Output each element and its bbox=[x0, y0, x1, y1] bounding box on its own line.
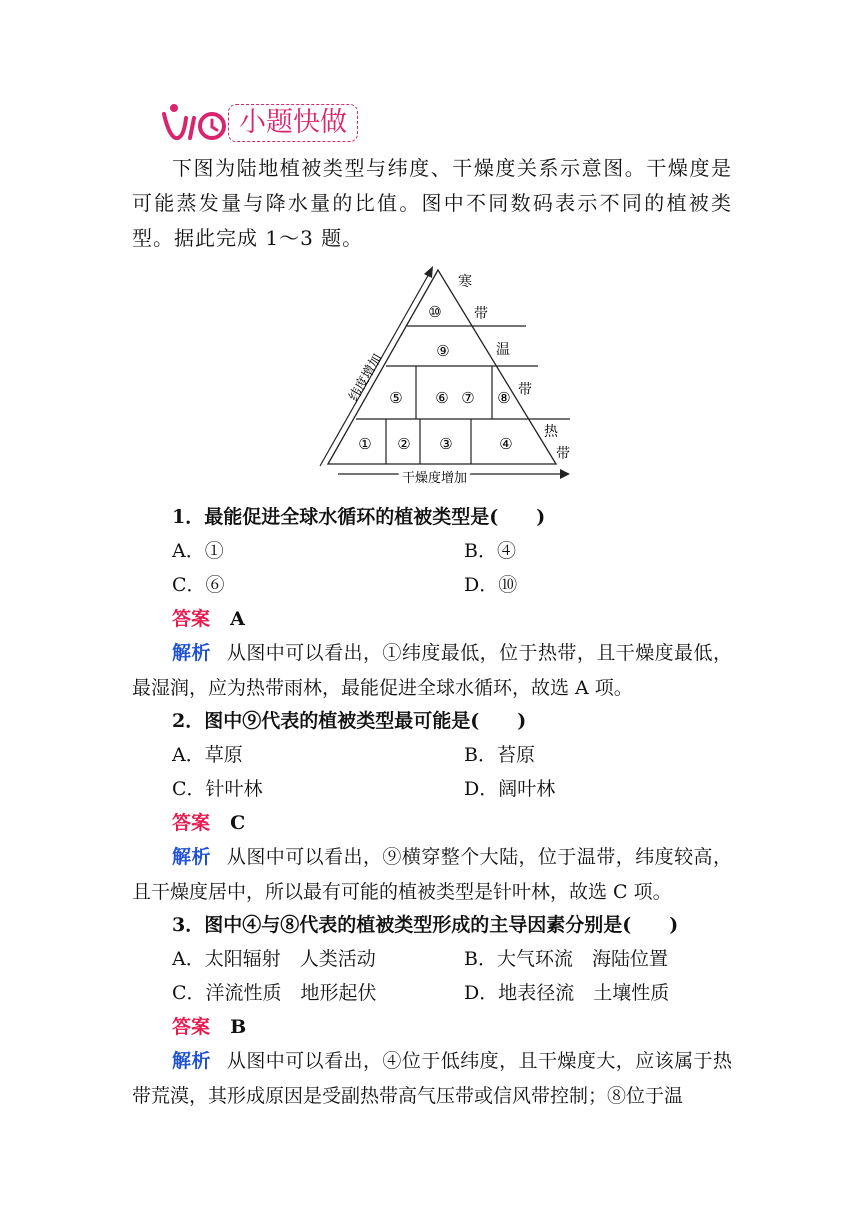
q3-option-a: A．太阳辐射 人类活动 bbox=[172, 948, 376, 970]
q2-explanation bbox=[132, 840, 732, 910]
q1-option-d: D．⑩ bbox=[464, 574, 518, 596]
q3-option-d: D．地表径流 土壤性质 bbox=[464, 982, 670, 1004]
zone-label: 温 bbox=[496, 342, 510, 358]
zone-label: 带 bbox=[474, 306, 488, 322]
q1-option-b: B．④ bbox=[464, 540, 516, 562]
q1-option-a: A．① bbox=[172, 540, 224, 562]
q2-option-a: A．草原 bbox=[172, 744, 243, 766]
q3-option-c: C．洋流性质 地形起伏 bbox=[172, 982, 377, 1004]
axis-bottom-label: 干燥度增加 bbox=[402, 471, 468, 486]
logo-icon bbox=[160, 100, 230, 146]
axis-left-label: 纬度增加 bbox=[346, 351, 386, 404]
explain-text: 从图中可以看出，①纬度最低，位于热带，且干燥度最低，最湿润，应为热带雨林，最能促进全球水循环，故选 A 项。 bbox=[132, 642, 732, 699]
q2-option-c: C．针叶林 bbox=[172, 778, 263, 800]
explain-text: 从图中可以看出，⑨横穿整个大陆，位于温带，纬度较高，且干燥度居中，所以最有可能的植被类型是针叶林，故选 C 项。 bbox=[132, 846, 732, 903]
cell-label: ⑩ bbox=[428, 303, 442, 321]
q3-answer bbox=[172, 1012, 246, 1042]
q1-option-c: C．⑥ bbox=[172, 574, 225, 596]
q2-option-b: B．苔原 bbox=[464, 744, 535, 766]
explain-label: 解析 bbox=[172, 846, 211, 868]
question-3-stem: 3．图中④与⑧代表的植被类型形成的主导因素分别是( ) bbox=[172, 914, 679, 936]
q2-answer bbox=[172, 808, 245, 838]
q1-answer bbox=[172, 604, 245, 634]
cell-label: ⑦ bbox=[461, 389, 475, 407]
cell-label: ⑥ bbox=[435, 389, 449, 407]
cell-label: ⑨ bbox=[436, 342, 450, 360]
answer-value: B bbox=[230, 1016, 247, 1038]
q1-explanation bbox=[132, 636, 732, 706]
zone-label: 寒 bbox=[458, 274, 472, 290]
explain-text: 从图中可以看出，④位于低纬度，且干燥度大，应该属于热带荒漠，其形成原因是受副热带高气压带或信风带控制；⑧位于温 bbox=[132, 1050, 732, 1107]
answer-label: 答案 bbox=[172, 608, 211, 630]
question-1-stem: 1．最能促进全球水循环的植被类型是( ) bbox=[172, 506, 546, 528]
cell-label: ② bbox=[397, 435, 411, 453]
answer-label: 答案 bbox=[172, 1016, 211, 1038]
explain-label: 解析 bbox=[172, 1050, 211, 1072]
q3-explanation bbox=[132, 1044, 732, 1114]
question-2-stem: 2．图中⑨代表的植被类型最可能是( ) bbox=[172, 710, 527, 732]
answer-value: A bbox=[230, 608, 245, 630]
answer-label: 答案 bbox=[172, 812, 211, 834]
vegetation-diagram bbox=[308, 262, 588, 492]
header-title: 小题快做 bbox=[228, 104, 358, 142]
cell-label: ⑧ bbox=[497, 389, 511, 407]
cell-label: ① bbox=[358, 435, 372, 453]
intro-paragraph: 下图为陆地植被类型与纬度、干燥度关系示意图。干燥度是可能蒸发量与降水量的比值。图中不同数码表示不同的植被类型。据此完成 1～3 题。 bbox=[132, 156, 732, 250]
q3-option-b: B．大气环流 海陆位置 bbox=[464, 948, 668, 970]
q2-option-d: D．阔叶林 bbox=[464, 778, 556, 800]
zone-label: 带 bbox=[518, 382, 532, 398]
section-header bbox=[160, 100, 380, 146]
cell-label: ③ bbox=[439, 435, 453, 453]
zone-label: 带 bbox=[556, 446, 570, 462]
cell-label: ⑤ bbox=[389, 389, 403, 407]
explain-label: 解析 bbox=[172, 642, 211, 664]
zone-label: 热 bbox=[544, 424, 558, 440]
cell-label: ④ bbox=[499, 435, 513, 453]
answer-value: C bbox=[230, 812, 246, 834]
